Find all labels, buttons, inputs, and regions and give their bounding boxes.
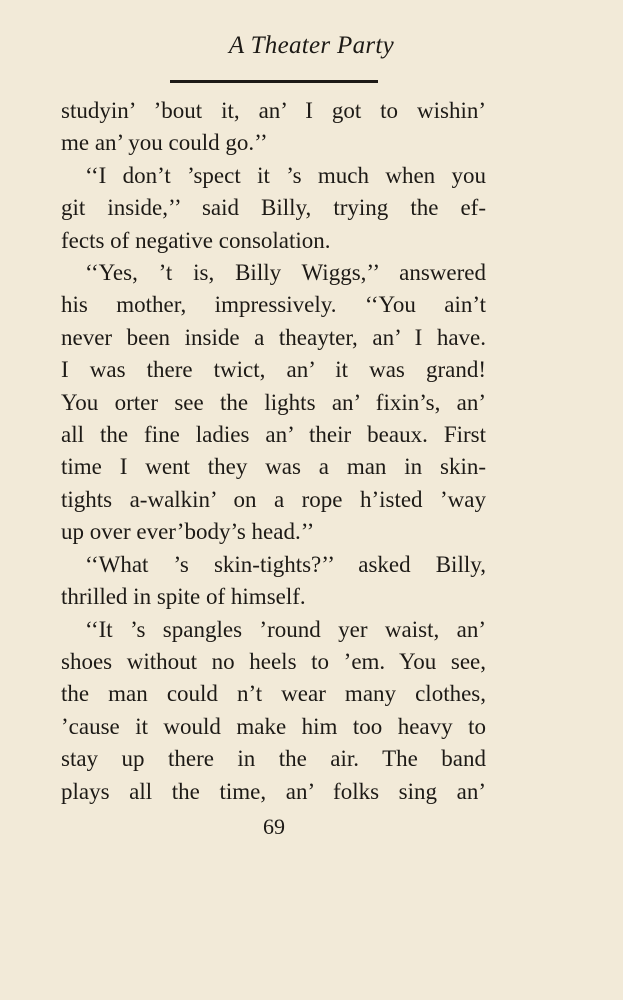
text-line: up over ever’body’s head.’’	[61, 519, 315, 545]
text-line: git inside,’’ said Billy, trying the ef-	[61, 195, 486, 221]
text-line: thrilled in spite of himself.	[61, 584, 306, 610]
text-line: ‘‘Yes, ’t is, Billy Wiggs,’’ answered	[85, 260, 486, 286]
text-line: I was there twict, an’ it was grand!	[61, 357, 486, 383]
text-line: the man could n’t wear many clothes,	[61, 681, 486, 707]
header-rule	[170, 80, 378, 83]
text-line: You orter see the lights an’ fixin’s, an’	[61, 389, 486, 415]
page-number: 69	[263, 814, 285, 839]
text-line: me an’ you could go.’’	[61, 130, 268, 156]
text-line: ‘‘It ’s spangles ’round yer waist, an’	[85, 616, 486, 642]
text-line: tights a-walkin’ on a rope h’isted ’way	[61, 486, 486, 512]
text-line: stay up there in the air. The band	[61, 746, 486, 772]
text-line: ‘‘I don’t ’spect it ’s much when you	[85, 162, 486, 188]
text-line: ’cause it would make him too heavy to	[61, 713, 486, 739]
text-line: ‘‘What ’s skin-tights?’’ asked Billy,	[85, 551, 486, 577]
text-line: shoes without no heels to ’em. You see,	[61, 648, 486, 674]
text-line: all the fine ladies an’ their beaux. First	[61, 422, 486, 448]
running-head-title: A Theater Party	[228, 32, 395, 59]
text-line: fects of negative consolation.	[61, 227, 331, 253]
text-line: studyin’ ’bout it, an’ I got to wishin’	[61, 98, 486, 123]
text-line: plays all the time, an’ folks sing an’	[61, 778, 486, 804]
text-line: his mother, impressively. ‘‘You ain’t	[61, 292, 486, 318]
text-line: never been inside a theayter, an’ I have.	[61, 324, 486, 350]
body-text	[61, 95, 486, 808]
text-line: time I went they was a man in skin-	[61, 454, 486, 480]
